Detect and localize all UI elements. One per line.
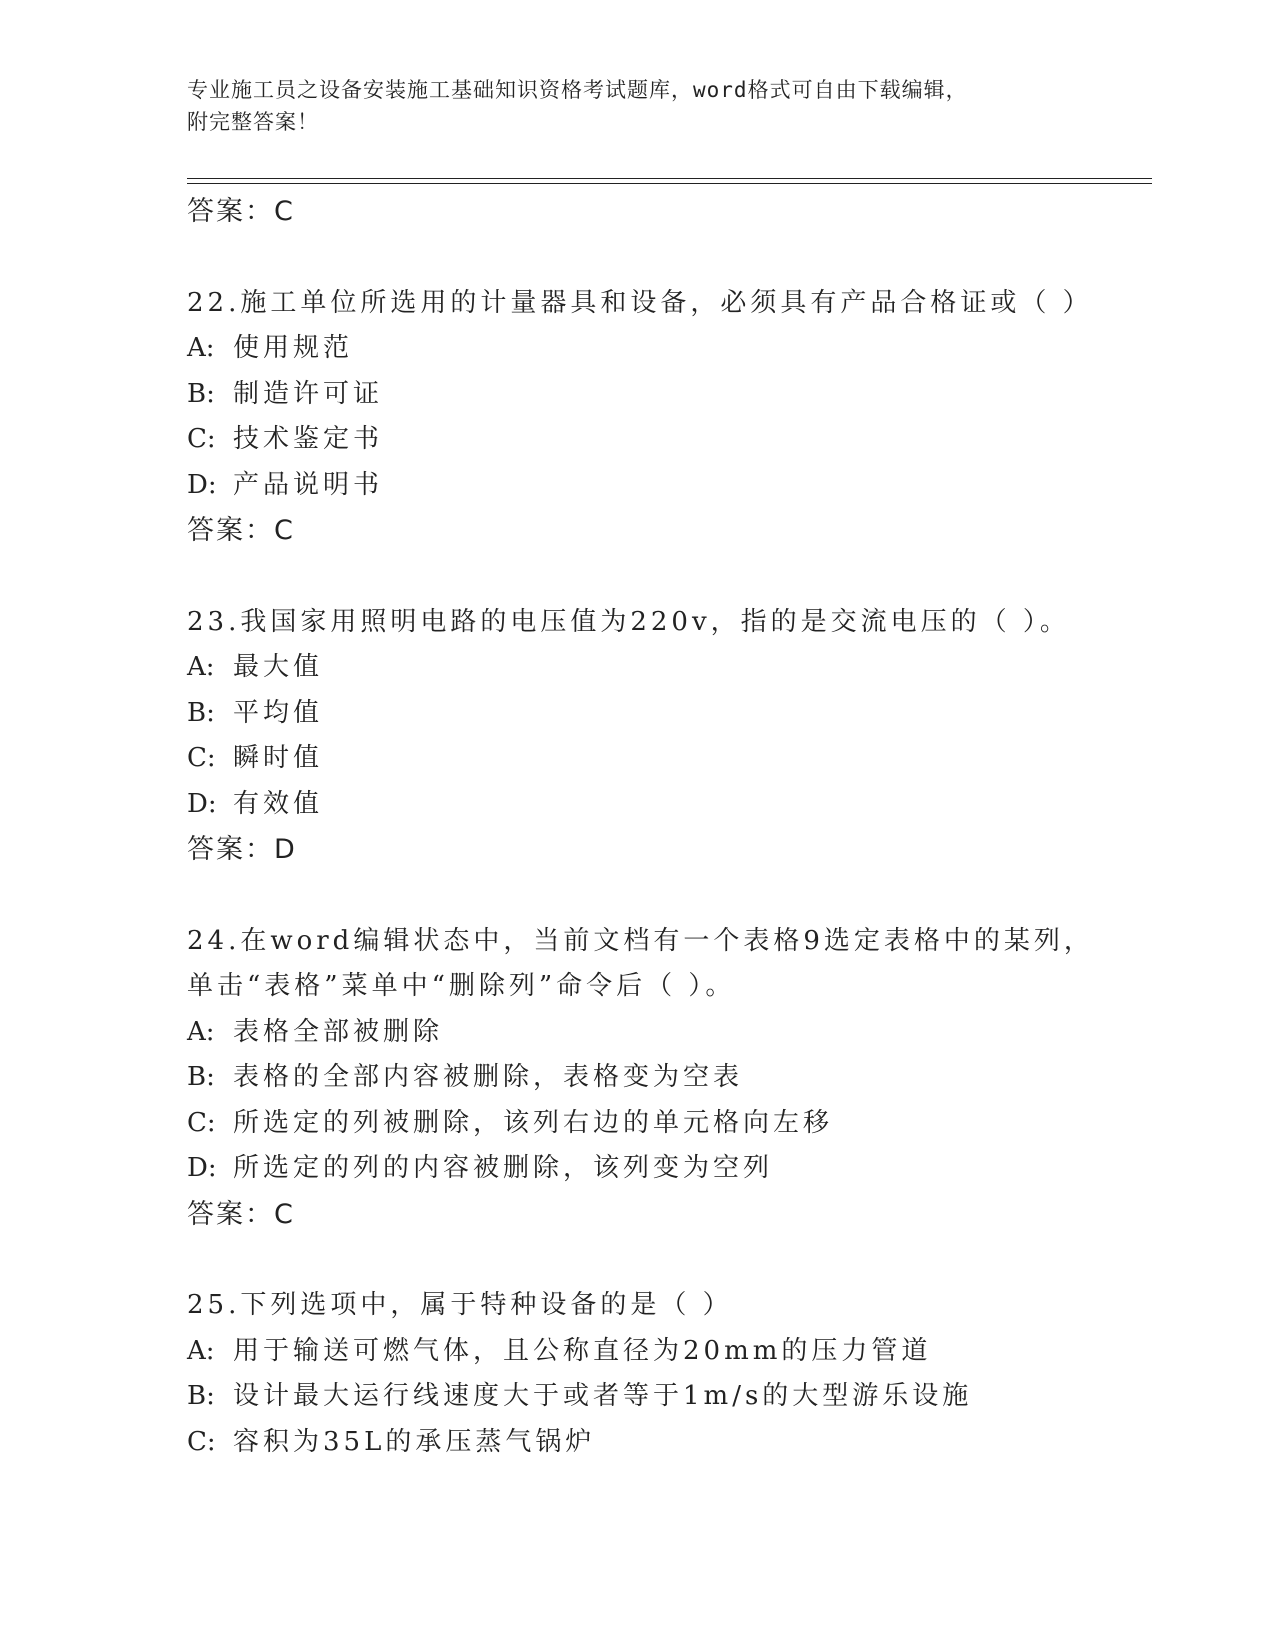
option-b <box>187 691 1152 737</box>
header-rule-top <box>187 178 1152 179</box>
question-25 <box>187 1283 1152 1465</box>
question-text: 24.在word编辑状态中，当前文档有一个表格9选定表格中的某列， <box>187 925 1094 956</box>
answer-line: 答案：C <box>187 1198 295 1230</box>
document-header <box>187 74 1087 138</box>
option-label: D: <box>187 469 217 500</box>
option-text: 所选定的列的内容被删除，该列变为空列 <box>233 1153 774 1183</box>
option-label: C: <box>187 743 216 773</box>
option-label: A: <box>187 333 215 363</box>
option-text: 瞬时值 <box>233 743 324 773</box>
option-c <box>187 1101 1152 1147</box>
option-text: 使用规范 <box>233 333 354 363</box>
option-text: 产品说明书 <box>233 469 384 500</box>
option-b <box>187 1374 1152 1420</box>
option-text: 表格的全部内容被删除，表格变为空表 <box>233 1062 744 1092</box>
header-rule-bottom <box>187 183 1152 184</box>
option-text: 表格全部被删除 <box>233 1016 444 1047</box>
option-c <box>187 1420 1152 1466</box>
option-a <box>187 1010 1152 1056</box>
option-text: 有效值 <box>233 788 324 819</box>
option-label: C: <box>187 1107 216 1138</box>
option-label: D: <box>187 788 217 819</box>
option-text: 容积为35L的承压蒸气锅炉 <box>233 1426 596 1457</box>
header-line-1: 专业施工员之设备安装施工基础知识资格考试题库，word格式可自由下载编辑， <box>187 78 968 102</box>
option-text: 所选定的列被删除，该列右边的单元格向左移 <box>233 1107 834 1138</box>
question-23 <box>187 600 1152 873</box>
question-22 <box>187 281 1152 554</box>
option-text: 平均值 <box>233 697 324 728</box>
option-a <box>187 645 1152 691</box>
option-label: B: <box>187 697 215 728</box>
question-text-continued: 单击“表格”菜单中“删除列”命令后（ ）。 <box>187 971 736 1001</box>
option-label: A: <box>187 1335 215 1366</box>
option-c <box>187 417 1152 463</box>
header-line-2: 附完整答案！ <box>187 110 319 134</box>
option-c <box>187 736 1152 782</box>
option-b <box>187 372 1152 418</box>
option-text: 设计最大运行线速度大于或者等于1m/s的大型游乐设施 <box>233 1381 973 1411</box>
option-a <box>187 1329 1152 1375</box>
option-d <box>187 463 1152 509</box>
option-label: C: <box>187 1426 216 1457</box>
option-text: 技术鉴定书 <box>233 424 384 454</box>
option-label: B: <box>187 378 215 409</box>
question-text: 23.我国家用照明电路的电压值为220v，指的是交流电压的（ ）。 <box>187 606 1070 637</box>
question-24 <box>187 919 1152 1238</box>
answer-line: 答案：C <box>187 515 295 546</box>
option-label: A: <box>187 1016 215 1047</box>
option-d <box>187 1146 1152 1192</box>
question-text: 25.下列选项中，属于特种设备的是（ ） <box>187 1290 733 1320</box>
question-list <box>187 189 1152 1465</box>
option-label: B: <box>187 1062 215 1092</box>
option-text: 用于输送可燃气体，且公称直径为20mm的压力管道 <box>233 1335 932 1366</box>
option-label: D: <box>187 1153 217 1183</box>
option-label: C: <box>187 424 216 454</box>
option-a <box>187 326 1152 372</box>
option-label: A: <box>187 652 215 682</box>
option-text: 制造许可证 <box>233 378 384 409</box>
option-text: 最大值 <box>233 652 324 682</box>
option-b <box>187 1055 1152 1101</box>
option-d <box>187 782 1152 828</box>
question-text: 22.施工单位所选用的计量器具和设备，必须具有产品合格证或（ ） <box>187 287 1093 318</box>
option-label: B: <box>187 1381 215 1411</box>
answer-line: 答案：C <box>187 196 295 227</box>
answer-line: 答案：D <box>187 834 297 865</box>
